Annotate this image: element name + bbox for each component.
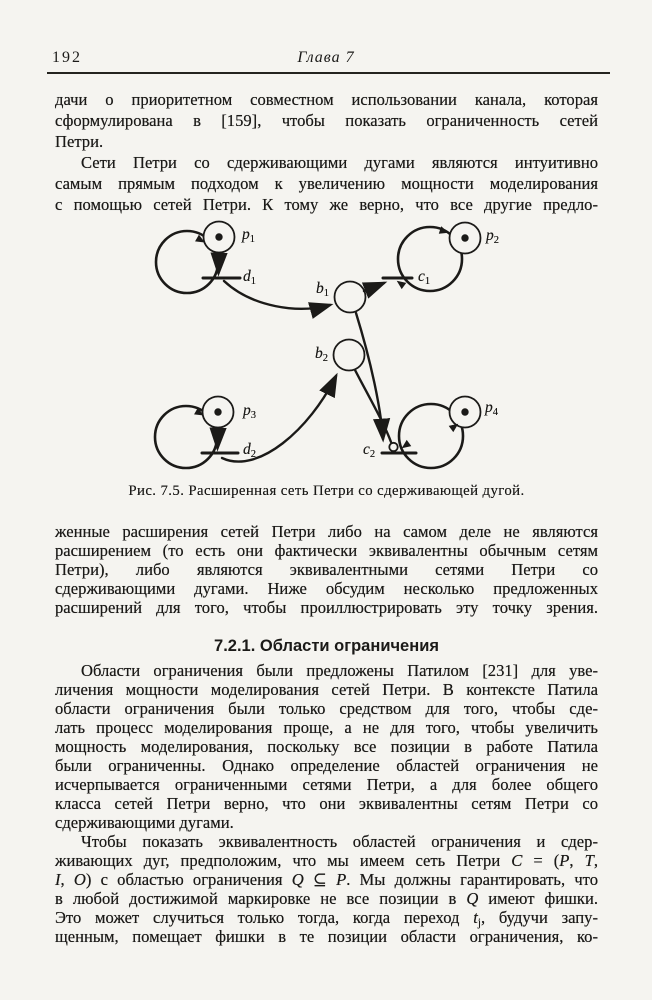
text-line: с помощью сетей Петри. К тому же верно, что все другие предло- (55, 195, 598, 214)
header-rule (47, 72, 610, 74)
token-p2 (461, 234, 468, 241)
text-line: расширением (то есть они фактически эквивалентны обычным сетям (55, 541, 598, 560)
paragraph-inhibitor-intro (55, 152, 598, 215)
arc-d1-b1 (224, 281, 330, 309)
text-line: женные расширения сетей Петри либо на самом деле не являются (55, 522, 598, 541)
text-line: сдерживающими дугами. (55, 813, 234, 832)
token-p1 (215, 233, 222, 240)
inhibitor-dot (389, 443, 397, 451)
arc-b1-c2 (356, 313, 383, 439)
figure-node-label: $d_1$ (243, 268, 257, 288)
text-line: Это может случиться только тогда, когда переход $t_j$, будучи запу- (55, 908, 598, 929)
figure-node-label: $b_1$ (316, 280, 330, 300)
text-line: Области ограничения были предложены Патилом [231] для уве- (81, 661, 598, 680)
figure-node-label: $p_1$ (242, 226, 256, 246)
paragraph-equivalence (55, 832, 598, 946)
text-line: в любой достижимой маркировке не все позиции в Q имеют фишки. (55, 889, 598, 908)
text-line: Сети Петри со сдерживающими дугами являются интуитивно (81, 153, 598, 172)
arc-d2-b2 (222, 376, 336, 462)
text-line: области ограничения были только средством для того, чтобы сде- (55, 699, 598, 718)
text-line: живающих дуг, предположим, что мы имеем сеть Петри C = (P, T, (55, 851, 598, 870)
petri-net-figure (0, 215, 652, 475)
arc-b1-c1 (364, 283, 384, 291)
place-b2 (334, 340, 365, 371)
figure-node-label: $d_2$ (243, 441, 257, 461)
text-line: были ограниченны. Однако определение областей ограничения не (55, 756, 598, 775)
text-line: Чтобы показать эквивалентность областей ограничения и сдер- (81, 832, 598, 851)
arc-p3-d2 (218, 430, 219, 448)
text-line: I, O) с областью ограничения Q ⊆ P. Мы должны гарантировать, что (55, 870, 598, 889)
page-number: 192 (52, 49, 82, 66)
text-line: мощность моделирования, поскольку все позиции в работе Патила (55, 737, 598, 756)
figure-node-label: $p_2$ (486, 227, 500, 247)
section-heading: 7.2.1. Области ограничения (214, 637, 439, 655)
text-line: сдерживающими дугами. Ниже обсудим несколько предложенных (55, 579, 598, 598)
token-p3 (214, 408, 221, 415)
figure-node-label: $c_2$ (363, 441, 376, 461)
text-line: щенным, помещает фишки в те позиции области ограничения, ко- (55, 927, 598, 946)
place-b1 (335, 282, 366, 313)
figure-node-label: $b_2$ (315, 345, 329, 365)
figure-node-label: $c_1$ (418, 268, 431, 288)
text-line: расширений для того, чтобы проиллюстрировать эту точку зрения. (55, 598, 598, 617)
figure-node-label: $p_4$ (485, 399, 499, 419)
token-p4 (461, 408, 468, 415)
text-line: сформулирована в [159], чтобы показать ограниченность сетей (55, 111, 598, 130)
figure-node-label: $p_3$ (243, 402, 257, 422)
text-line: исчерпывается ограниченными сетями Петри, а для более общего (55, 775, 598, 794)
arc-p1-d1 (219, 255, 220, 273)
text-line: самым прямым подходом к увеличению мощности моделирования (55, 174, 598, 193)
chapter-header: Глава 7 (297, 49, 355, 66)
figure-caption: Рис. 7.5. Расширенная сеть Петри со сдерживающей дугой. (128, 483, 525, 499)
paragraph-intro-cont (55, 89, 598, 152)
text-line: лать процесс моделирования проще, а не для того, чтобы увеличить (55, 718, 598, 737)
text-line: класса сетей Петри верно, что они эквивалентны сетям Петри со (55, 794, 598, 813)
text-line: Петри), либо являются эквивалентными сетями Петри со (55, 560, 598, 579)
paragraph-patil (55, 661, 598, 832)
text-line: личения мощности моделирования сетей Петри. В контексте Патила (55, 680, 598, 699)
paragraph-after-figure (55, 522, 598, 617)
text-line: Петри. (55, 132, 104, 151)
text-line: дачи о приоритетном совместном использовании канала, которая (55, 90, 598, 109)
